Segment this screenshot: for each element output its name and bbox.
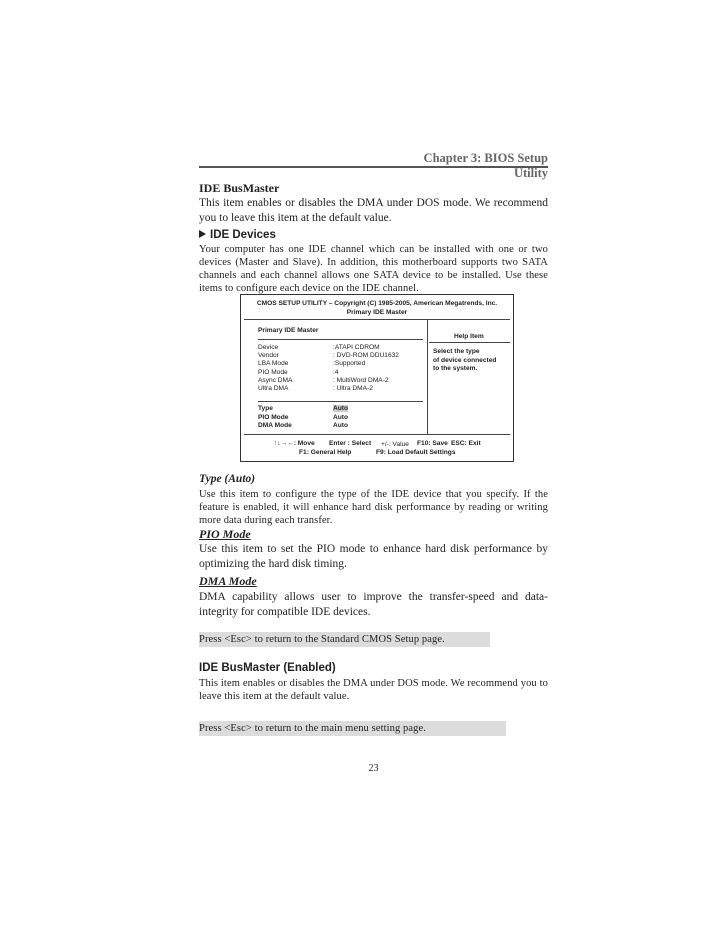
dma-mode-text: DMA capability allows user to improve the transfer-speed and data-integrity for compatible IDE devices. (199, 591, 548, 618)
page-number: 23 (368, 763, 379, 774)
bios-title-line2: Primary IDE Master (346, 309, 408, 316)
bios-title-line1: CMOS SETUP UTILITY – Copyright (C) 1985-2005, American Megatrends, Inc. (256, 300, 498, 307)
bios-footer-divider (244, 434, 510, 435)
ide-busmaster-enabled-text: This item enables or disables the DMA under DOS mode. We recommend you to leave this item at the default value. (199, 678, 548, 702)
setting-label-pio: PIO Mode (258, 413, 289, 421)
type-auto-text: Use this item to configure the type of the IDE device that you specify. If the feature is enabled, it will enhance hard disk performance by reading or writing more data during each transfer. (199, 489, 548, 526)
ide-devices-title: IDE Devices (210, 229, 276, 241)
bios-setting-values (333, 405, 348, 431)
setting-value-dma[interactable]: Auto (333, 422, 349, 429)
esc-note-main-menu: Press <Esc> to return to the main menu setting page. (199, 721, 506, 736)
setting-value-pio[interactable]: Auto (333, 413, 349, 421)
bios-key-defaults: F9: Load Default Settings (376, 449, 456, 456)
bios-setting-labels (258, 405, 292, 431)
bios-help-underline (429, 342, 510, 343)
info-label-vendor: Vendor (258, 352, 279, 360)
setting-label-dma: DMA Mode (258, 422, 292, 429)
pio-mode-heading: PIO Mode (199, 527, 251, 541)
bios-info-labels (258, 344, 292, 393)
setting-value-type[interactable]: Auto (333, 405, 349, 412)
pio-mode-text: Use this item to set the PIO mode to enhance hard disk performance by optimizing the hard disk timing. (199, 543, 548, 570)
info-label-lba: LBA Mode (258, 360, 289, 368)
ide-devices-heading (199, 229, 276, 241)
info-value-ultra-dma: : Ultra DMA-2 (333, 385, 373, 393)
info-label-async-dma: Async DMA (258, 376, 293, 384)
header-rule (199, 166, 548, 168)
setting-label-type: Type (258, 405, 273, 412)
bios-section-title: Primary IDE Master (258, 327, 319, 334)
info-label-pio: PIO Mode (258, 368, 288, 376)
bios-key-value: +/-: Value (381, 441, 409, 448)
info-value-async-dma: : MultiWord DMA-2 (333, 376, 389, 384)
help-line-3: to the system. (433, 365, 478, 372)
bios-settings-divider (258, 401, 423, 402)
bios-help-divider (427, 319, 428, 434)
ide-busmaster-enabled-heading: IDE BusMaster (Enabled) (199, 662, 336, 674)
help-line-2: of device connected (433, 356, 497, 364)
esc-note-standard-cmos: Press <Esc> to return to the Standard CMOS Setup page. (199, 632, 490, 647)
help-line-1: Select the type (433, 348, 480, 355)
bios-key-help: F1: General Help (299, 449, 352, 456)
ide-busmaster-text: This item enables or disables the DMA under DOS mode. We recommend you to leave this item at the default value. (199, 197, 548, 224)
type-auto-heading: Type (Auto) (199, 473, 256, 485)
bios-top-divider (244, 319, 510, 320)
bios-help-text (433, 348, 496, 374)
bios-section-divider (258, 339, 423, 340)
bios-help-title: Help Item (454, 333, 484, 340)
info-value-device: :ATAPI CDROM (333, 344, 380, 351)
info-value-vendor: : DVD-ROM DDU1632 (333, 352, 399, 360)
bios-screen (240, 294, 514, 462)
chapter-header: Chapter 3: BIOS Setup Utility (423, 151, 548, 180)
ide-busmaster-heading: IDE BusMaster (199, 181, 280, 195)
info-value-pio: :4 (333, 368, 339, 376)
bios-key-save: F10: Save (417, 440, 448, 447)
triangle-bullet-icon (199, 230, 206, 238)
info-value-lba: :Supported (333, 360, 366, 368)
info-label-device: Device (258, 344, 279, 351)
ide-devices-text: Your computer has one IDE channel which can be installed with one or two devices (Master and Slave). In addition, this motherboard supports two SATA channels and each channel allows one SATA device to be installed. Use these items to configure each device on the IDE channel. (199, 244, 548, 294)
info-label-ultra-dma: Ultra DMA (258, 385, 289, 393)
bios-key-exit: ESC: Exit (451, 440, 481, 447)
bios-key-move: ↑↓→←: Move (274, 440, 315, 447)
bios-info-values (333, 344, 399, 393)
bios-key-select: Enter : Select (329, 440, 372, 447)
dma-mode-heading: DMA Mode (199, 574, 257, 588)
bios-title (241, 299, 513, 317)
